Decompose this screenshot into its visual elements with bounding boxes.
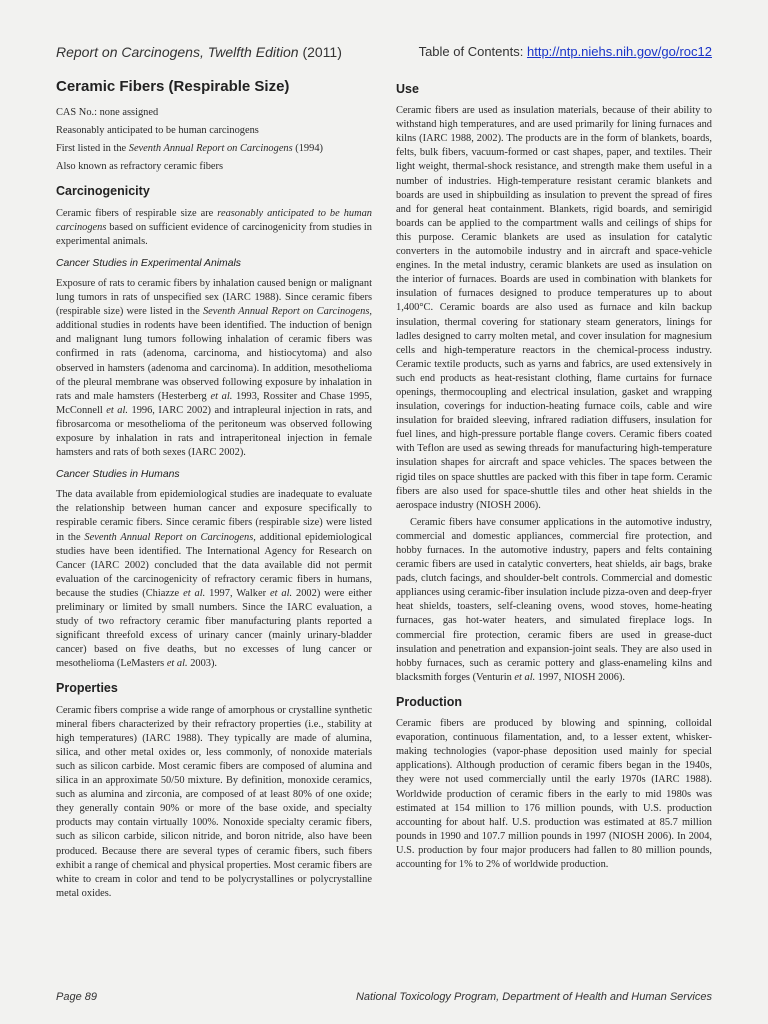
report-header-title	[56, 44, 342, 60]
animals-heading: Cancer Studies in Experimental Animals	[56, 257, 241, 269]
first-listed: First listed in the Seventh Annual Report on Carcinogens (1994)	[56, 143, 323, 155]
humans-paragraph: The data available from epidemiological studies are inadequate to evaluate the relationship between human cancer and exposure specifically to respirable ceramic fibers. Since ceramic fibers (respirable size) were listed in the Seventh Annual Report on Carcinogens, additional epidemiological studies have been identified. The International Agency for Research on Cancer (IARC 2002) concluded that the data available did not permit evaluation of the carcinogenicity of refractory ceramic fibers in humans, because the studies (Chiazze et al. 1997, Walker et al. 2002) were either preliminary or limited by small numbers. Since the IARC evaluation, a study of two refractory ceramic fiber manufacturing plants reported a significant threefold excess of urinary cancer (mainly urinary-bladder cancer) based on five deaths, but no excesses of lung cancer or mesothelioma (LeMasters et al. 2003).	[56, 489, 373, 670]
report-year: (2011)	[302, 44, 342, 60]
production-heading: Production	[396, 694, 462, 709]
listing-status: Reasonably anticipated to be human carcinogens	[56, 125, 259, 137]
left-column	[56, 76, 372, 904]
right-column	[396, 76, 712, 875]
production-paragraph: Ceramic fibers are produced by blowing and spinning, colloidal evaporation, continuous filamentation, and, to a lesser extent, whisker-making technologies (vapor-phase deposition used mainly for special applications). Although production of ceramic fibers began in the 1940s, they were not used commercially until the early 1970s (IARC 1988). Worldwide production of ceramic fibers in the early to mid 1980s was estimated at 154 million to 176 million pounds, with U.S. production accounting for about half. U.S. production was estimated at 85.7 million pounds in 1990 and 107.7 million pounds in 1997 (NIOSH 2006). In 2004, U.S. production by four major producers had fallen to 80 million pounds, accounting for 1% to 2% of worldwide production.	[396, 718, 712, 870]
carcinogenicity-paragraph: Ceramic fibers of respirable size are reasonably anticipated to be human carcinogens based on sufficient evidence of carcinogenicity from studies in experimental animals.	[56, 207, 372, 247]
cas-number: CAS No.: none assigned	[56, 107, 159, 119]
use-paragraph-2: Ceramic fibers have consumer applications in the automotive industry, commercial and domestic appliances, commercial fire protection, and hobby furnaces. In the automotive industry, papers and felts containing ceramic fibers are used in catalytic converters, heat shields, air bags, brake pads, clutch facings, and shoulder-belt controls. Commercial and domestic appliances using ceramic-fiber insulation include pizza-oven and deep-fryer heat shields, toasters, self-cleaning ovens, wood stoves, home-heating furnaces, gas hot-water heaters, and simulated fireplace logs. In commercial fire protection, ceramic fibers are used in grease-duct insulation and penetration and expansion-joint seals. They are also used in hobby furnaces, such as ceramic pottery and glass-enameling kilns and blacksmith forges (Venturin et al. 1997, NIOSH 2006).	[396, 516, 712, 683]
substance-meta	[56, 106, 372, 174]
toc-link[interactable]: http://ntp.niehs.nih.gov/go/roc12	[526, 44, 712, 59]
properties-heading: Properties	[56, 681, 118, 696]
carcinogenicity-heading: Carcinogenicity	[56, 184, 150, 199]
page-title: Ceramic Fibers (Respirable Size)	[56, 78, 290, 95]
page-number: Page 89	[56, 991, 97, 1003]
table-of-contents	[419, 44, 712, 59]
also-known-as: Also known as refractory ceramic fibers	[56, 161, 224, 173]
report-title: Report on Carcinogens, Twelfth Edition	[56, 44, 299, 60]
use-heading: Use	[396, 82, 419, 96]
publisher-footer: National Toxicology Program, Department of Health and Human Services	[355, 991, 712, 1003]
toc-label: Table of Contents:	[418, 44, 524, 59]
properties-paragraph: Ceramic fibers comprise a wide range of amorphous or crystalline synthetic mineral fibers characterized by their refractory properties (i.e., stability at high temperatures) (IARC 1988). They typically are made of alumina, silica, and other metal oxides or, less commonly, of nonoxide materials such as silicon carbide. Most ceramic fibers are composed of alumina and silica in an approximate 50/50 mixture. By definition, monoxide ceramics, such as alumina and zirconia, are composed of at least 80% of one oxide; they generally contain 90% or more of the base oxide, and specialty products may contain virtually 100%. Nonoxide specialty ceramic fibers, such as silicon carbide, silicon nitride, and boron nitride, also have been produced. Because there are several types of ceramic fibers, such fibers exhibit a range of chemical and physical properties. Most ceramic fibers are white to cream in color and tend to be polycrystallines or polycrystalline metal oxides.	[56, 704, 372, 899]
humans-heading: Cancer Studies in Humans	[56, 469, 180, 481]
animals-paragraph: Exposure of rats to ceramic fibers by inhalation caused benign or malignant lung tumors in rats of unspecified sex (IARC 1988). Since ceramic fibers (respirable size) were listed in the Seventh Annual Report on Carcinogens, additional studies in rodents have been identified. The induction of benign and malignant lung tumors following inhalation of ceramic fibers was confirmed in rats (adenoma, carcinoma, and histiocytoma) and also observed in hamsters (adenoma and carcinoma). In addition, mesothelioma of the pleural membrane was observed following exposure by inhalation in rats and male hamsters (Hesterberg et al. 1993, Rossiter and Chase 1995, McConnell et al. 1996, IARC 2002) and intrapleural injection in rats, and fibrosarcoma or mesothelioma of the peritoneum was observed following exposure by inhalation in rats and intraperitoneal injection in female hamsters and rats of both sexes (IARC 2002).	[56, 277, 373, 459]
use-paragraph-1: Ceramic fibers are used as insulation materials, because of their ability to withstand high temperatures, and are used primarily for lining furnaces and kilns (IARC 1988, 2002). The products are in the form of blankets, boards, felts, bulk fibers, vacuum-formed or cast shapes, paper, and textiles. Their light weight, thermal-shock resistance, and strength make them useful in a number of industries. High-temperature resistant ceramic blankets and boards are used in shipbuilding as insulation to prevent the spread of fires and for general heat containment. Blankets, rigid boards, and semirigid boards can be applied to the compartment walls and ceilings of ships for this purpose. Ceramic blankets are used as insulation for catalytic converters in the automobile industry and in aircraft and space-vehicle engines. In the metal industry, ceramic blankets are used as insulation on the interior of furnaces. Boards are used in combination with blankets for insulation of furnaces designed to produce temperatures up to about 1,400°C. Ceramic boards are also used as furnace and kiln backup insulation, thermal covering for stationary steam generators, linings for ladles designed to carry molten metal, and cover insulation for magnesium cells and high-temperature reactors in the chemical-process industry. Ceramic textile products, such as yarns and fabrics, are used extensively in such end products as heat-resistant clothing, flame curtains for furnace openings, thermocoupling and electrical insulation, gasket and wrapping insulation, coverings for induction-heating furnace coils, cable and wire insulation for braided sleeving, infrared radiation diffusers, insulation for fuel lines, and high-pressure portable flange covers. Ceramic fibers coated with Teflon are used as sewing threads for manufacturing high-temperature insulation shapes for aircraft and space vehicles. The spaces between the rigid tiles on space shuttles are packed with this fiber in tape form. Ceramic fibers are also used for space-shuttle tiles and other heat shields in the aerospace industry (NIOSH 2006).	[396, 105, 712, 511]
